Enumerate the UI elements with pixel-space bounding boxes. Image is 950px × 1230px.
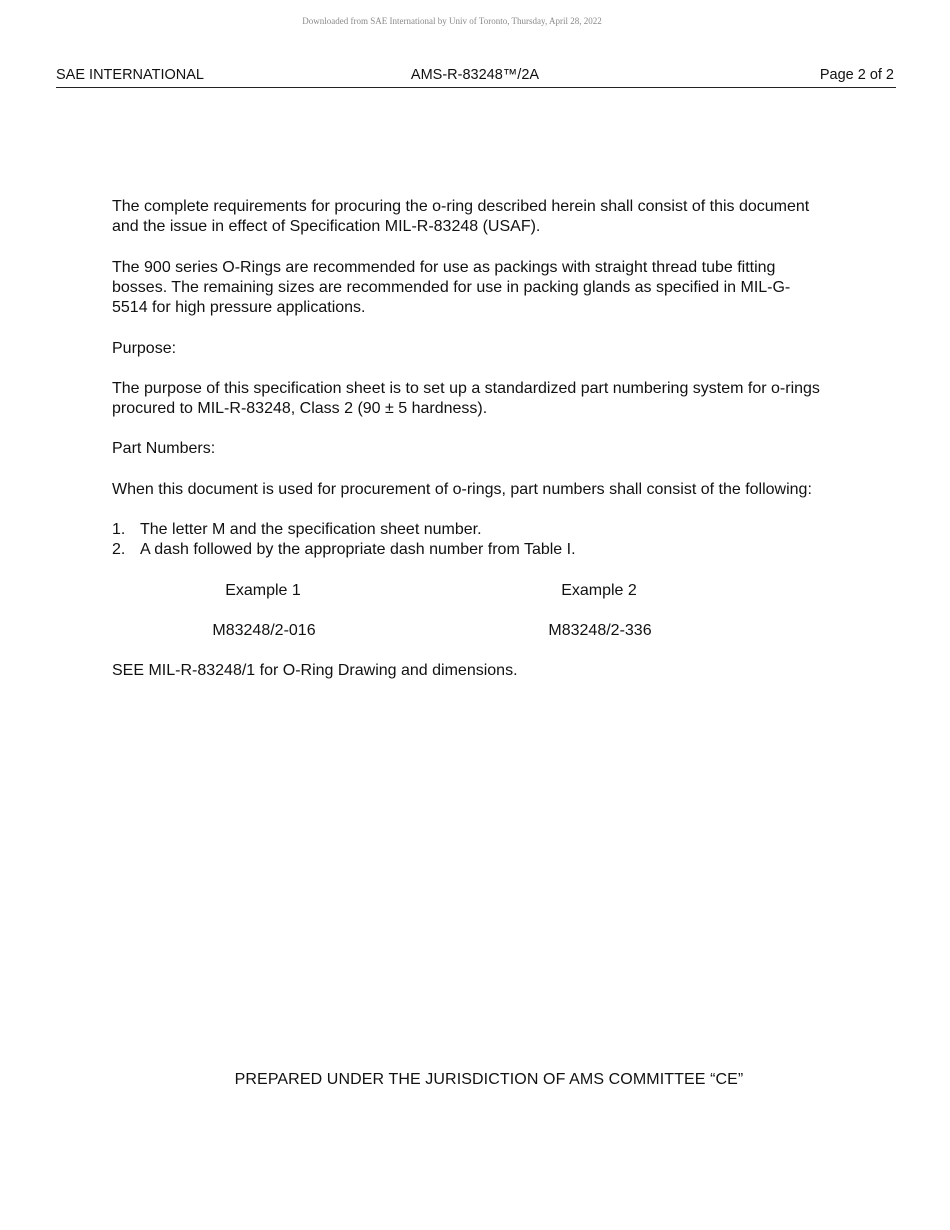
header-page-label: Page 2 of 2 [819,67,894,83]
requirements-line-1: The complete requirements for procuring the o-ring described herein shall consist of this document [112,198,810,215]
usage-paragraph [112,258,872,318]
list-item-text: A dash followed by the appropriate dash number from Table I. [140,541,576,558]
see-note-text: SEE MIL-R-83248/1 for O-Ring Drawing and dimensions. [112,662,518,679]
purpose-heading-text: Purpose: [112,340,177,357]
purpose-heading [112,339,872,359]
list-item [112,520,482,540]
part-numbers-heading [112,439,872,459]
list-item-text: The letter M and the specification sheet number. [140,521,482,538]
part-numbers-intro-text: When this document is used for procurement of o-rings, part numbers shall consist of the following: [112,481,812,498]
example-1-label: Example 1 [225,582,301,599]
part-numbers-heading-text: Part Numbers: [112,440,216,457]
header-organization: SAE INTERNATIONAL [56,67,204,83]
usage-line-2: bosses. The remaining sizes are recommended for use in packing glands as specified in MIL-G- [112,279,791,296]
example-1-part-number: M83248/2-016 [212,622,316,639]
purpose-line-2: procured to MIL-R-83248, Class 2 (90 ± 5 hardness). [112,400,488,417]
requirements-line-2: and the issue in effect of Specification MIL-R-83248 (USAF). [112,218,541,235]
list-item-number: 1. [112,521,126,538]
see-note [112,661,872,681]
page-header [56,66,896,88]
usage-line-3: 5514 for high pressure applications. [112,299,366,316]
list-item [112,540,576,560]
usage-line-1: The 900 series O-Rings are recommended for use as packings with straight thread tube fitting [112,259,776,276]
jurisdiction-footer: PREPARED UNDER THE JURISDICTION OF AMS COMMITTEE “CE” [234,1071,744,1088]
purpose-line-1: The purpose of this specification sheet is to set up a standardized part numbering system for o-rings [112,380,820,397]
requirements-paragraph [112,197,872,237]
download-notice: Downloaded from SAE International by Univ of Toronto, Thursday, April 28, 2022 [302,16,602,26]
example-2-part-number: M83248/2-336 [548,622,652,639]
list-item-number: 2. [112,541,126,558]
header-document-number: AMS-R-83248™/2A [410,67,540,83]
example-2-label: Example 2 [561,582,637,599]
part-numbers-intro [112,480,872,500]
purpose-paragraph [112,379,872,419]
